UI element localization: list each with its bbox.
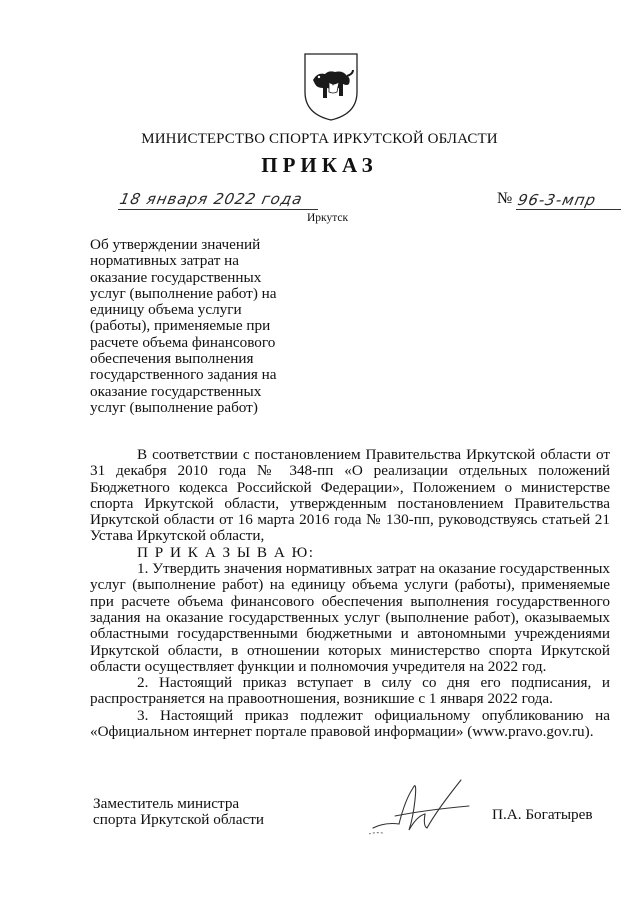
subject-line: услуг (выполнение работ) на <box>90 284 277 302</box>
order-subject <box>90 237 298 416</box>
subject-line: оказание государственных <box>90 268 262 286</box>
position-line: Заместитель министра <box>93 795 240 812</box>
number-sign: № <box>497 190 513 207</box>
subject-line: (работы), применяемые при <box>90 317 271 335</box>
order-body <box>90 447 610 740</box>
orders-heading: П Р И К А З Ы В А Ю: <box>137 543 315 561</box>
subject-line: услуг (выполнение работ) <box>90 398 258 416</box>
preamble-paragraph: В соответствии с постановлением Правительства Иркутской области от 31 декабря 2010 года № 348-пп «О реализации отдельных положений Бюджетного кодекса Российской Федерации», Положением о министерстве спорта Иркутской области, утвержденным постановлением Правительства Иркутской области от 16 марта 2016 года № 130-пп, руководствуясь статьей 21 Устава Иркутской области, <box>90 446 610 545</box>
signatory-position <box>93 796 264 828</box>
subject-line: оказание государственных <box>90 382 262 400</box>
city-label: Иркутск <box>307 212 349 224</box>
subject-line: обеспечения выполнения <box>90 350 254 368</box>
subject-line: единицу объема услуги <box>90 301 242 319</box>
order-item: 2. Настоящий приказ вступает в силу со дня его подписания, и распространяется на правоотношения, возникшие с 1 января 2022 года. <box>90 674 610 708</box>
position-line: спорта Иркутской области <box>93 811 264 828</box>
ministry-name: МИНИСТЕРСТВО СПОРТА ИРКУТСКОЙ ОБЛАСТИ <box>141 131 498 147</box>
date-underline <box>118 209 318 210</box>
order-date: 18 января 2022 года <box>118 190 305 208</box>
order-item: 1. Утвердить значения нормативных затрат на оказание государственных услуг (выполнение работ) на единицу объема услуги (работы), применяемые при расчете объема финансового обеспечения выполнения государственного задания на оказание государственных услуг (выполнение работ), оказываемых областными государственными бюджетными и автономными учреждениями Иркутской области, в отношении которых министерство спорта Иркутской области осуществляет функции и полномочия учредителя на 2022 год. <box>90 560 610 675</box>
subject-line: нормативных затрат на <box>90 252 240 270</box>
coat-of-arms-emblem <box>303 52 359 122</box>
subject-line: Об утверждении значений <box>90 236 261 253</box>
handwritten-signature <box>365 770 475 842</box>
order-number: 96-3-мпр <box>516 191 599 209</box>
signatory-name: П.А. Богатырев <box>492 806 593 823</box>
subject-line: государственного задания на <box>90 366 277 384</box>
number-underline <box>516 209 621 210</box>
document-type-title: ПРИКАЗ <box>261 153 378 177</box>
order-item: 3. Настоящий приказ подлежит официальному опубликованию на «Официальном интернет портале правовой информации» (www.pravo.gov.ru). <box>90 706 610 741</box>
subject-line: расчете объема финансового <box>90 333 276 351</box>
